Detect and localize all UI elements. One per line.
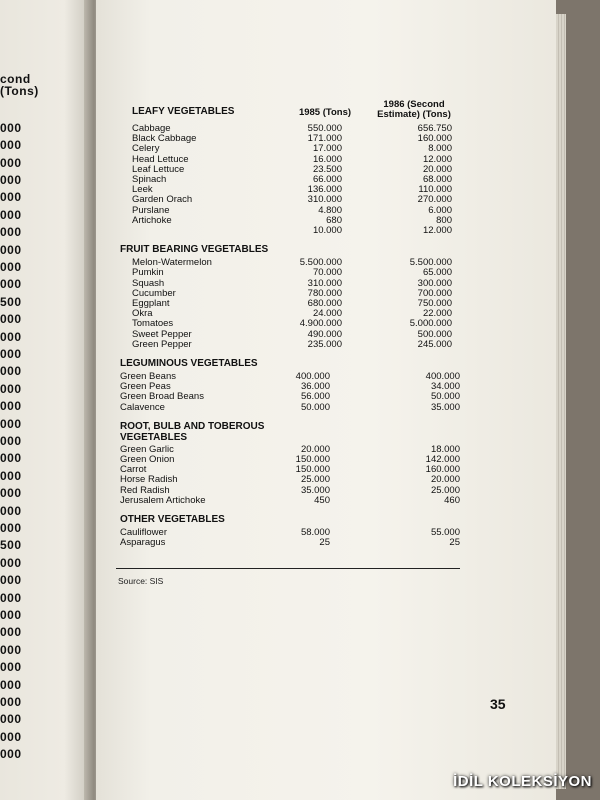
- left-page-fragment: (Tons): [0, 84, 39, 98]
- left-page-fragment: 000: [0, 416, 22, 431]
- vegetable-name: Green Beans: [120, 371, 176, 382]
- value-1986: 5.500.000: [409, 257, 452, 269]
- left-page-fragment: 000: [0, 364, 22, 379]
- value-1986: 35.000: [430, 401, 460, 413]
- vegetable-name: Asparagus: [120, 537, 166, 549]
- left-page-fragment: 000: [0, 260, 22, 274]
- value-1985: 680.000: [307, 298, 342, 309]
- left-page-fragment: 500: [0, 538, 22, 553]
- vegetable-name: Squash: [132, 277, 165, 289]
- value-1986: 400.000: [425, 371, 460, 382]
- value-1985: 17.000: [312, 143, 342, 155]
- left-page-fragment: 000: [0, 207, 22, 222]
- collection-watermark: İDİL KOLEKSİYON: [453, 773, 592, 790]
- left-page-fragment: 000: [0, 608, 22, 622]
- vegetable-name: Leek: [132, 184, 153, 196]
- left-page-fragment: 000: [0, 747, 22, 762]
- vegetable-name: Melon-Watermelon: [132, 257, 212, 269]
- value-1986: 460: [444, 494, 460, 506]
- value-1985: 310.000: [307, 194, 342, 206]
- column-header-1986: 1986 (Second Estimate) (Tons): [377, 99, 451, 120]
- vegetable-name: Spinach: [132, 174, 167, 185]
- value-1986: 800: [436, 214, 452, 226]
- value-1985: 10.000: [312, 225, 342, 236]
- left-page-fragment: 000: [0, 642, 22, 657]
- left-page-fragment: 000: [0, 138, 22, 153]
- value-1985: 171.000: [307, 133, 342, 145]
- vegetable-name: Head Lettuce: [132, 153, 189, 165]
- value-1986: 245.000: [417, 338, 452, 350]
- left-page-fragment: 000: [0, 277, 22, 292]
- value-1985: 550.000: [307, 123, 342, 134]
- vegetable-name: Cabbage: [132, 123, 171, 134]
- value-1986: 270.000: [417, 194, 452, 206]
- value-1985: 150.000: [295, 464, 330, 476]
- vegetable-name: Celery: [132, 143, 160, 155]
- left-page-fragment: 000: [0, 190, 22, 205]
- table-bottom-rule: [116, 568, 460, 569]
- value-1985: 780.000: [307, 287, 342, 299]
- value-1985: 70.000: [312, 267, 342, 279]
- left-page: [0, 0, 92, 800]
- vegetable-name: Artichoke: [132, 214, 172, 226]
- value-1985: 150.000: [295, 454, 330, 465]
- value-1985: 24.000: [312, 308, 342, 320]
- value-1985: 58.000: [300, 527, 330, 538]
- left-page-fragment: 000: [0, 381, 22, 396]
- value-1986: 500.000: [417, 328, 452, 340]
- left-page-fragment: 000: [0, 347, 22, 361]
- value-1985: 23.500: [312, 163, 342, 175]
- vegetable-name: Eggplant: [132, 298, 170, 309]
- vegetable-name: Tomatoes: [132, 318, 174, 330]
- value-1986: 55.000: [430, 527, 460, 538]
- section-heading: OTHER VEGETABLES: [120, 514, 225, 525]
- left-page-fragment: 000: [0, 660, 22, 675]
- value-1986: 22.000: [422, 308, 452, 320]
- value-1985: 36.000: [300, 381, 330, 393]
- value-1986: 5.000.000: [409, 318, 452, 330]
- vegetable-name: Calavence: [120, 401, 165, 413]
- value-1986: 65.000: [422, 267, 452, 279]
- section-heading: LEGUMINOUS VEGETABLES: [120, 358, 258, 369]
- left-page-fragment: 000: [0, 625, 22, 640]
- value-1986: 142.000: [425, 454, 460, 465]
- value-1986: 110.000: [418, 184, 452, 196]
- vegetable-name: Okra: [132, 308, 153, 320]
- left-page-fragment: 000: [0, 729, 22, 744]
- value-1985: 450: [314, 494, 330, 506]
- value-1986: 750.000: [417, 298, 452, 309]
- value-1986: 20.000: [422, 163, 452, 175]
- left-page-fragment: 000: [0, 521, 22, 535]
- vegetable-name: Horse Radish: [120, 474, 178, 486]
- vegetable-name: Green Broad Beans: [120, 391, 204, 403]
- vegetable-name: Carrot: [120, 464, 147, 476]
- value-1986: 12.000: [422, 153, 452, 165]
- value-1986: 700.000: [417, 287, 452, 299]
- value-1985: 400.000: [295, 371, 330, 382]
- left-page-fragment: 000: [0, 242, 22, 257]
- left-page-fragment: 000: [0, 399, 22, 414]
- left-page-fragment: 000: [0, 712, 22, 727]
- value-1986: 160.000: [425, 464, 460, 476]
- value-1986: 300.000: [417, 277, 452, 289]
- left-page-fragment: 000: [0, 486, 22, 501]
- value-1985: 35.000: [300, 484, 330, 496]
- left-page-fragment: 000: [0, 695, 22, 709]
- vegetable-name: Red Radish: [120, 484, 170, 496]
- vegetable-name: Green Garlic: [120, 443, 174, 455]
- value-1985: 25.000: [300, 474, 330, 486]
- left-page-fragment: 000: [0, 434, 22, 448]
- left-page-fragment: 000: [0, 468, 22, 483]
- vegetable-name: Pumkin: [132, 267, 164, 279]
- vegetable-name: Cauliflower: [120, 527, 167, 538]
- value-1986: 656.750: [417, 123, 452, 134]
- left-page-fragment: 000: [0, 155, 22, 170]
- value-1985: 50.000: [300, 401, 330, 413]
- section-heading: ROOT, BULB AND TOBEROUS VEGETABLES: [120, 420, 265, 443]
- value-1985: 4.800: [318, 204, 342, 216]
- value-1986: 34.000: [430, 381, 460, 393]
- vegetable-name: Black Cabbage: [132, 133, 197, 145]
- vegetable-name: Green Onion: [120, 454, 175, 465]
- value-1985: 490.000: [307, 328, 342, 340]
- left-page-fragment: 500: [0, 294, 22, 309]
- left-page-fragment: 000: [0, 120, 22, 135]
- left-page-fragment: 000: [0, 312, 22, 327]
- vegetable-name: Jerusalem Artichoke: [120, 494, 206, 506]
- value-1985: 310.000: [307, 277, 342, 289]
- left-page-fragment: cond: [0, 72, 31, 86]
- page-edges: [556, 14, 566, 789]
- vegetable-name: Leaf Lettuce: [132, 163, 185, 175]
- value-1986: 20.000: [430, 474, 460, 486]
- value-1985: 66.000: [312, 174, 342, 185]
- value-1986: 25: [449, 537, 460, 549]
- left-page-fragment: 000: [0, 451, 22, 466]
- vegetable-name: Sweet Pepper: [132, 328, 192, 340]
- section-heading: FRUIT BEARING VEGETABLES: [120, 244, 269, 256]
- source-note: Source: SIS: [118, 576, 164, 586]
- vegetable-name: Garden Orach: [132, 194, 193, 206]
- right-page: [96, 0, 556, 800]
- left-page-fragment: 000: [0, 225, 22, 240]
- vegetable-name: Green Pepper: [132, 338, 192, 350]
- value-1986: 160.000: [417, 133, 452, 145]
- vegetable-name: Green Peas: [120, 381, 171, 393]
- left-page-fragment: 000: [0, 173, 22, 187]
- value-1986: 68.000: [422, 174, 452, 185]
- section-heading: LEAFY VEGETABLES: [132, 106, 235, 117]
- value-1986: 6.000: [428, 204, 452, 216]
- left-page-fragment: 000: [0, 590, 22, 605]
- page-number: 35: [490, 696, 506, 712]
- value-1985: 4.900.000: [299, 318, 342, 330]
- value-1986: 50.000: [430, 391, 460, 403]
- left-page-fragment: 000: [0, 555, 22, 570]
- value-1986: 18.000: [430, 443, 460, 455]
- left-page-fragment: 000: [0, 329, 22, 344]
- value-1985: 56.000: [300, 391, 330, 403]
- left-page-fragment: 000: [0, 677, 22, 692]
- value-1986: 25.000: [430, 484, 460, 496]
- value-1985: 5.500.000: [299, 257, 342, 269]
- value-1985: 20.000: [300, 443, 330, 455]
- value-1985: 16.000: [312, 153, 342, 165]
- left-page-fragment: 000: [0, 573, 22, 588]
- value-1985: 136.000: [307, 184, 342, 196]
- vegetable-name: Cucumber: [132, 287, 176, 299]
- value-1985: 680: [326, 214, 342, 226]
- vegetable-name: Purslane: [132, 204, 170, 216]
- value-1986: 12.000: [422, 225, 452, 236]
- value-1985: 25: [319, 537, 330, 549]
- value-1985: 235.000: [307, 338, 342, 350]
- column-header-1985: 1985 (Tons): [298, 107, 352, 118]
- value-1986: 8.000: [428, 143, 452, 155]
- left-page-fragment: 000: [0, 503, 22, 518]
